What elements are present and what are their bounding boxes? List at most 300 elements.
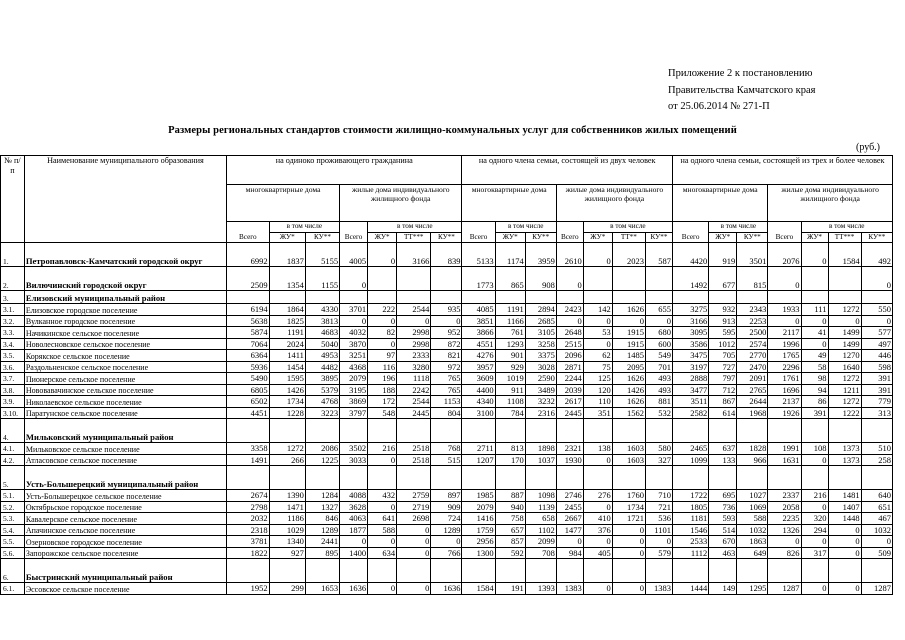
value-cell: 935 [431,304,462,316]
section-row [1,559,893,583]
value-cell: 614 [709,407,737,419]
value-cell: 4368 [340,361,368,373]
value-cell: 1166 [495,315,525,327]
empty-cell [861,291,892,304]
value-cell: 655 [645,304,672,316]
document-title: Размеры региональных стандартов стоимости жилищно-коммунальных услуг для собственников жилых помещений [168,125,737,136]
value-cell: 317 [801,547,828,559]
table-row [1,315,893,327]
value-cell: 2770 [737,350,768,362]
header-zhu: ЖУ* [495,232,525,243]
value-cell: 0 [340,536,368,548]
value-cell: 909 [431,501,462,513]
value-cell: 1760 [612,490,645,502]
value-cell: 865 [495,267,525,291]
value-cell: 133 [709,454,737,466]
value-cell: 2321 [556,443,583,455]
value-cell: 3851 [462,315,495,327]
header-group-single: на одиноко проживающего гражданина [227,156,462,185]
empty-cell [525,466,556,490]
value-cell: 0 [612,536,645,548]
empty-cell [495,419,525,443]
value-cell: 1012 [709,338,737,350]
value-cell: 97 [368,350,397,362]
value-cell: 588 [737,513,768,525]
value-cell: 0 [397,547,431,559]
empty-cell [305,291,339,304]
value-cell: 695 [709,490,737,502]
value-cell: 797 [709,373,737,385]
value-cell: 1734 [269,396,305,408]
value-cell: 712 [709,384,737,396]
value-cell: 3280 [397,361,431,373]
value-cell [397,267,431,291]
value-cell: 5936 [227,361,270,373]
value-cell: 1225 [305,454,339,466]
empty-cell [828,559,861,583]
value-cell: 5874 [227,327,270,339]
empty-cell [801,559,828,583]
row-code: 3. [1,291,25,304]
value-cell: 952 [431,327,462,339]
value-cell: 4032 [340,327,368,339]
value-cell: 1186 [269,513,305,525]
row-name: Елизовское городское поселение [24,304,226,316]
value-cell: 1584 [462,583,495,595]
value-cell: 0 [612,315,645,327]
value-cell: 446 [861,350,892,362]
value-cell: 4953 [305,350,339,362]
value-cell: 1228 [269,407,305,419]
value-cell: 1603 [612,454,645,466]
value-cell: 497 [861,338,892,350]
value-cell: 1411 [269,350,305,362]
value-cell: 1289 [305,524,339,536]
value-cell: 1327 [305,501,339,513]
empty-cell [227,419,270,443]
value-cell: 1722 [672,490,708,502]
empty-cell [861,466,892,490]
row-name: Петропавловск-Камчатский городской округ [24,243,226,267]
table-row [1,407,893,419]
row-code: 3.7. [1,373,25,385]
table-row [1,396,893,408]
value-cell: 125 [583,373,612,385]
empty-cell [768,419,801,443]
value-cell: 82 [368,327,397,339]
value-cell: 804 [431,407,462,419]
value-cell: 1108 [495,396,525,408]
value-cell: 62 [583,350,612,362]
empty-cell [801,466,828,490]
value-cell: 86 [801,396,828,408]
empty-cell [525,291,556,304]
empty-cell [828,419,861,443]
row-name: Начикинское сельское поселение [24,327,226,339]
value-cell: 1191 [495,304,525,316]
value-cell: 708 [525,547,556,559]
header-total: Всего [768,222,801,243]
value-cell: 1400 [340,547,368,559]
value-cell: 0 [612,524,645,536]
value-cell: 0 [828,524,861,536]
row-code: 5.2. [1,501,25,513]
value-cell: 3489 [525,384,556,396]
value-cell: 1773 [462,267,495,291]
value-cell: 3258 [525,338,556,350]
value-cell: 966 [737,454,768,466]
value-cell: 3870 [340,338,368,350]
value-cell: 0 [861,315,892,327]
value-cell: 1562 [612,407,645,419]
empty-cell [431,291,462,304]
value-cell: 4451 [227,407,270,419]
empty-cell [495,466,525,490]
value-cell: 376 [583,524,612,536]
header-tt: ТТ** [612,232,645,243]
value-cell: 881 [645,396,672,408]
value-cell: 463 [709,547,737,559]
value-cell: 266 [269,454,305,466]
value-cell: 2058 [768,501,801,513]
value-cell: 514 [709,524,737,536]
value-cell: 3501 [737,243,768,267]
value-cell: 1037 [525,454,556,466]
value-cell: 4551 [462,338,495,350]
value-cell: 6992 [227,243,270,267]
header-total: Всего [340,222,368,243]
empty-cell [768,559,801,583]
value-cell: 3701 [340,304,368,316]
table-row [1,583,893,595]
empty-cell [583,466,612,490]
value-cell: 1481 [828,490,861,502]
empty-cell [368,466,397,490]
table-row [1,338,893,350]
value-cell: 1027 [737,490,768,502]
empty-cell [431,466,462,490]
value-cell: 391 [801,407,828,419]
value-cell: 857 [495,536,525,548]
value-cell: 1416 [462,513,495,525]
empty-cell [583,291,612,304]
row-name: Усть-Большерецкое сельское поселение [24,490,226,502]
table-row [1,243,893,267]
value-cell: 1626 [612,396,645,408]
appendix-line-3: от 25.06.2014 № 271-П [668,101,770,112]
row-name: Вилючинский городской округ [24,267,226,291]
value-cell: 580 [645,443,672,455]
value-cell: 0 [397,524,431,536]
table-row [1,361,893,373]
value-cell: 509 [861,547,892,559]
header-mkd-2: многоквартирные дома [462,185,556,222]
empty-cell [495,559,525,583]
empty-cell [340,559,368,583]
value-cell: 2798 [227,501,270,513]
empty-cell [556,419,583,443]
value-cell: 657 [495,524,525,536]
value-cell: 1825 [269,315,305,327]
empty-cell [645,419,672,443]
table-row [1,267,893,291]
value-cell: 1485 [612,350,645,362]
header-zhu: ЖУ* [801,232,828,243]
value-cell: 2244 [556,373,583,385]
value-cell: 1393 [525,583,556,595]
value-cell: 2685 [525,315,556,327]
value-cell: 839 [431,243,462,267]
value-cell: 846 [305,513,339,525]
value-cell: 294 [801,524,828,536]
value-cell: 932 [709,304,737,316]
empty-cell [397,559,431,583]
section-row [1,291,893,304]
value-cell: 1584 [828,243,861,267]
header-ku: КУ** [525,232,556,243]
value-cell: 784 [495,407,525,419]
value-cell: 142 [583,304,612,316]
value-cell: 4683 [305,327,339,339]
value-cell: 0 [801,243,828,267]
value-cell: 0 [583,501,612,513]
header-mkd-3: многоквартирные дома [672,185,767,222]
value-cell [801,267,828,291]
value-cell: 0 [368,243,397,267]
value-cell: 0 [556,315,583,327]
value-cell: 1029 [269,524,305,536]
value-cell: 1293 [495,338,525,350]
value-cell: 929 [495,361,525,373]
empty-cell [672,419,708,443]
value-cell: 1289 [431,524,462,536]
value-cell: 191 [495,583,525,595]
value-cell: 919 [709,243,737,267]
value-cell: 0 [828,547,861,559]
value-cell: 2674 [227,490,270,502]
row-code: 3.1. [1,304,25,316]
value-cell: 432 [368,490,397,502]
empty-cell [340,291,368,304]
value-cell: 5133 [462,243,495,267]
empty-cell [672,466,708,490]
value-cell: 216 [801,490,828,502]
value-cell: 5379 [305,384,339,396]
value-cell: 4330 [305,304,339,316]
header-mkd-1: многоквартирные дома [227,185,340,222]
value-cell: 1734 [612,501,645,513]
value-cell: 0 [768,315,801,327]
value-cell: 2096 [556,350,583,362]
row-code: 5. [1,466,25,490]
row-code: 4. [1,419,25,443]
value-cell: 897 [431,490,462,502]
value-cell: 1898 [525,443,556,455]
value-cell: 4768 [305,396,339,408]
value-cell: 1653 [305,583,339,595]
empty-cell [431,419,462,443]
value-cell: 149 [709,583,737,595]
value-cell: 3475 [672,350,708,362]
header-ku: КУ** [737,232,768,243]
value-cell: 2711 [462,443,495,455]
value-cell: 548 [368,407,397,419]
value-cell: 1272 [828,373,861,385]
table-row [1,304,893,316]
value-cell: 3028 [525,361,556,373]
empty-cell [612,559,645,583]
value-cell: 2888 [672,373,708,385]
value-cell: 1191 [269,327,305,339]
value-cell: 4276 [462,350,495,362]
value-cell: 680 [645,327,672,339]
value-cell: 1805 [672,501,708,513]
value-cell: 911 [495,384,525,396]
row-name: Паратунское сельское поселение [24,407,226,419]
value-cell: 41 [801,327,828,339]
row-name: Раздольненское сельское поселение [24,361,226,373]
value-cell: 3358 [227,443,270,455]
value-cell: 2956 [462,536,495,548]
value-cell: 0 [583,338,612,350]
header-zhu: ЖУ* [709,232,737,243]
row-name: Корякское сельское поселение [24,350,226,362]
empty-cell [397,466,431,490]
value-cell: 1985 [462,490,495,502]
value-cell: 1153 [431,396,462,408]
header-total: Всего [227,222,270,243]
value-cell: 6364 [227,350,270,362]
value-cell: 3477 [672,384,708,396]
value-cell: 1721 [612,513,645,525]
value-cell: 6805 [227,384,270,396]
value-cell: 2894 [525,304,556,316]
value-cell: 120 [583,384,612,396]
row-code: 4.2. [1,454,25,466]
empty-cell [672,291,708,304]
value-cell: 2518 [397,443,431,455]
value-cell: 492 [861,243,892,267]
value-cell: 0 [768,536,801,548]
empty-cell [525,559,556,583]
value-cell: 276 [583,490,612,502]
appendix-line-1: Приложение 2 к постановлению [668,68,813,79]
row-name: Новолесновское сельское поселение [24,338,226,350]
value-cell: 2518 [397,454,431,466]
value-cell: 724 [431,513,462,525]
value-cell: 0 [801,501,828,513]
value-cell: 2445 [556,407,583,419]
value-cell: 2590 [525,373,556,385]
value-cell: 5490 [227,373,270,385]
value-cell: 1354 [269,267,305,291]
value-cell: 2318 [227,524,270,536]
value-cell: 710 [645,490,672,502]
empty-cell [709,419,737,443]
value-cell: 116 [368,361,397,373]
value-cell: 2610 [556,243,583,267]
value-cell [645,267,672,291]
value-cell: 3105 [525,327,556,339]
value-cell: 1118 [397,373,431,385]
value-cell: 1069 [737,501,768,513]
row-name: Николаевское сельское поселение [24,396,226,408]
value-cell: 887 [495,490,525,502]
value-cell: 1863 [737,536,768,548]
value-cell: 2719 [397,501,431,513]
row-name: Пионерское сельское поселение [24,373,226,385]
value-cell: 2337 [768,490,801,502]
unit-label: (руб.) [856,142,880,153]
value-cell: 701 [645,361,672,373]
empty-cell [431,559,462,583]
value-cell: 3223 [305,407,339,419]
row-name: Октябрьское городское поселение [24,501,226,513]
value-cell: 1390 [269,490,305,502]
value-cell: 1626 [612,373,645,385]
value-cell: 0 [368,583,397,595]
value-cell: 170 [495,454,525,466]
value-cell: 196 [368,373,397,385]
value-cell: 1139 [525,501,556,513]
value-cell: 2871 [556,361,583,373]
value-cell: 2235 [768,513,801,525]
value-cell: 1207 [462,454,495,466]
empty-cell [368,419,397,443]
table-row [1,454,893,466]
value-cell: 2998 [397,327,431,339]
value-cell: 2648 [556,327,583,339]
value-cell: 3100 [462,407,495,419]
header-total: Всего [672,222,708,243]
value-cell: 1383 [556,583,583,595]
row-code: 3.3. [1,327,25,339]
header-group-two: на одного члена семьи, состоящей из двух человек [462,156,673,185]
row-code: 3.6. [1,361,25,373]
value-cell: 320 [801,513,828,525]
value-cell: 577 [861,327,892,339]
header-zhu: ЖУ* [269,232,305,243]
value-cell: 1759 [462,524,495,536]
value-cell: 1864 [269,304,305,316]
row-name: Мильковское сельское поселение [24,443,226,455]
value-cell: 1032 [861,524,892,536]
value-cell: 587 [645,243,672,267]
value-cell: 940 [495,501,525,513]
value-cell: 1933 [768,304,801,316]
value-cell: 4088 [340,490,368,502]
empty-cell [227,466,270,490]
value-cell: 0 [645,315,672,327]
empty-cell [583,419,612,443]
value-cell [431,267,462,291]
row-name: Кавалерское сельское поселение [24,513,226,525]
value-cell: 2644 [737,396,768,408]
value-cell: 49 [801,350,828,362]
value-cell: 3586 [672,338,708,350]
value-cell: 0 [828,315,861,327]
value-cell: 1102 [525,524,556,536]
header-ku: КУ** [305,232,339,243]
value-cell: 2137 [768,396,801,408]
value-cell: 779 [861,396,892,408]
empty-cell [556,559,583,583]
table-row [1,373,893,385]
value-cell: 58 [801,361,828,373]
table-row [1,384,893,396]
empty-cell [397,291,431,304]
value-cell: 2470 [737,361,768,373]
